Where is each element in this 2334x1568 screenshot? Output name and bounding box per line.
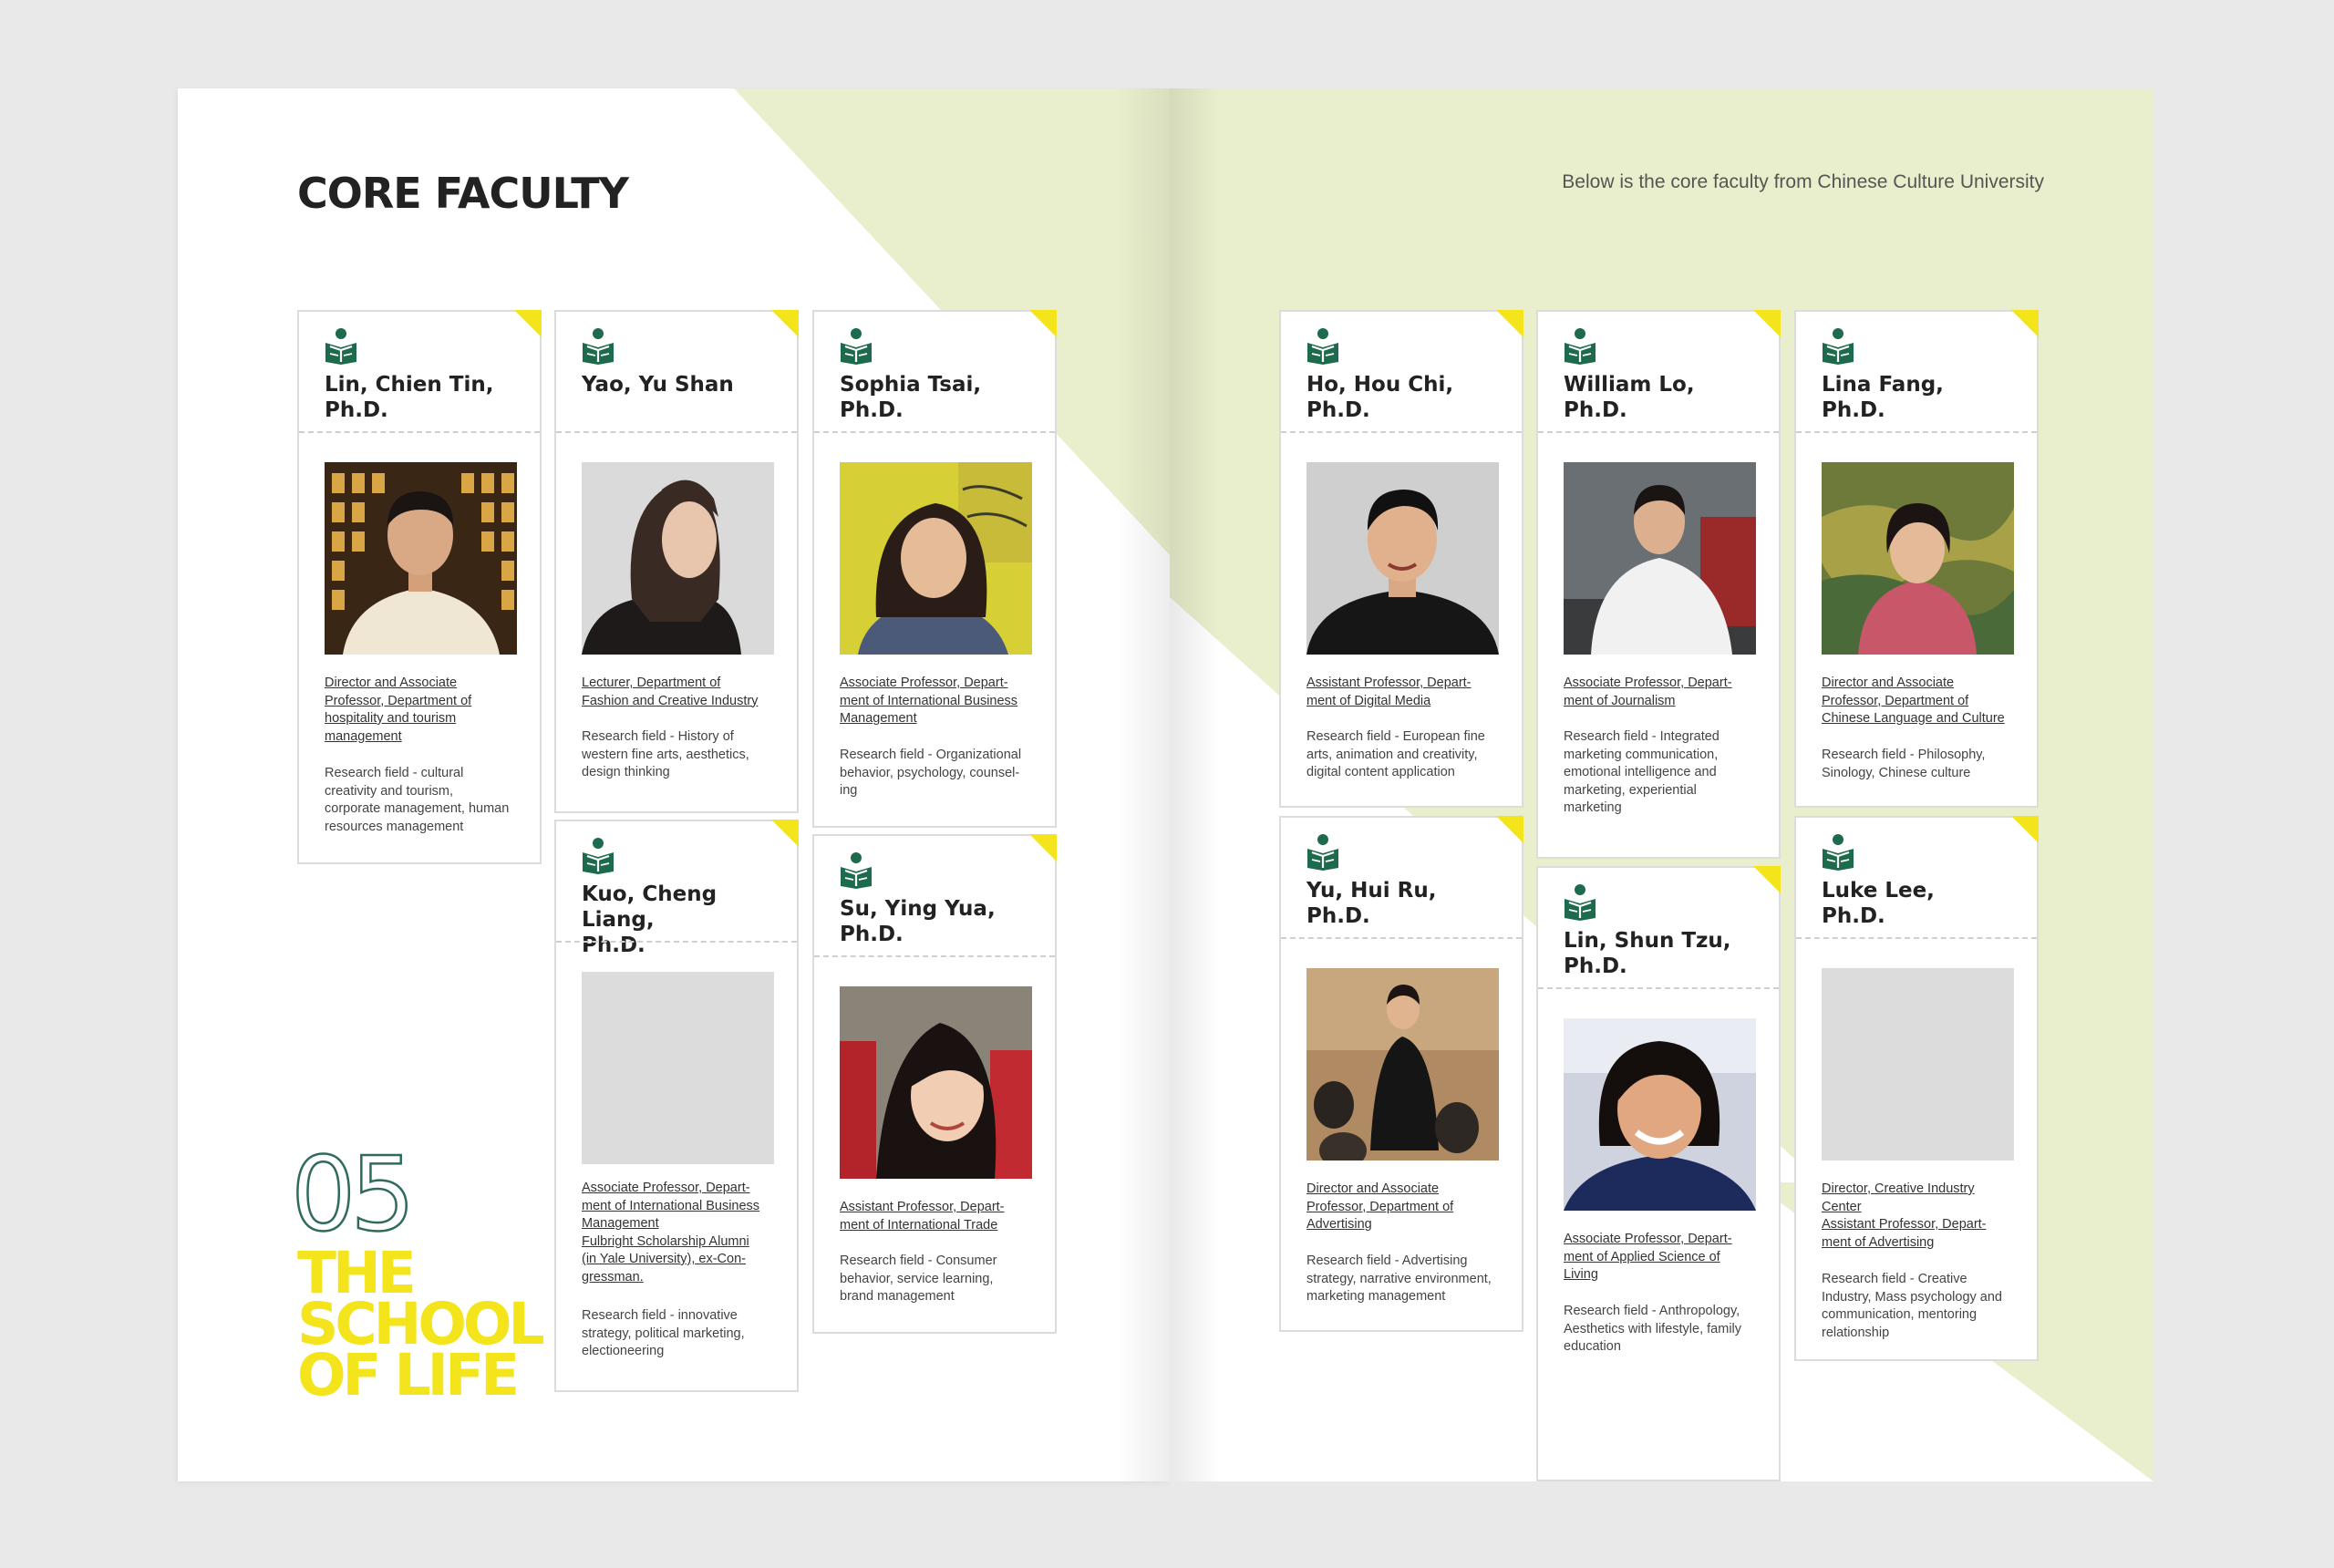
faculty-photo-placeholder bbox=[582, 972, 774, 1164]
corner-accent bbox=[2011, 310, 2039, 337]
dashed-divider bbox=[1538, 987, 1779, 989]
corner-accent bbox=[514, 310, 542, 337]
faculty-photo bbox=[325, 462, 517, 655]
corner-accent bbox=[771, 820, 799, 847]
corner-accent bbox=[1496, 816, 1523, 843]
faculty-card bbox=[812, 834, 1057, 1334]
faculty-research: Research field - History of western fine arts, aesthetics, design thinking bbox=[582, 729, 749, 779]
faculty-position: Assistant Professor, Depart- ment of International Trade bbox=[840, 1200, 1005, 1233]
faculty-person-icon bbox=[323, 327, 359, 366]
faculty-person-icon bbox=[1305, 327, 1341, 366]
dashed-divider bbox=[1538, 431, 1779, 433]
page-title: CORE FACULTY bbox=[297, 169, 628, 218]
faculty-photo-placeholder bbox=[1822, 968, 2014, 1161]
faculty-photo bbox=[1822, 462, 2014, 655]
corner-accent bbox=[2011, 816, 2039, 843]
faculty-name: Kuo, Cheng Liang, Ph.D. bbox=[582, 882, 718, 957]
dashed-divider bbox=[299, 431, 540, 433]
faculty-position: Associate Professor, Depart- ment of Applied Science of Living bbox=[1564, 1232, 1732, 1282]
faculty-photo bbox=[1564, 1018, 1756, 1211]
corner-accent bbox=[1029, 834, 1057, 861]
faculty-person-icon bbox=[1820, 327, 1856, 366]
faculty-card bbox=[1279, 310, 1523, 808]
corner-accent bbox=[1753, 866, 1781, 893]
faculty-research: Research field - cultural creativity and tourism, corporate management, human resources management bbox=[325, 766, 510, 834]
faculty-name: Lin, Shun Tzu, Ph.D. bbox=[1564, 929, 1731, 978]
faculty-person-icon bbox=[1562, 883, 1598, 922]
faculty-card bbox=[297, 310, 542, 864]
corner-accent bbox=[771, 310, 799, 337]
faculty-name: William Lo, Ph.D. bbox=[1564, 373, 1695, 422]
faculty-name: Lin, Chien Tin, Ph.D. bbox=[325, 373, 494, 422]
faculty-card bbox=[1536, 310, 1781, 859]
section-name: THE SCHOOL OF LIFE bbox=[297, 1240, 542, 1408]
faculty-card bbox=[1536, 866, 1781, 1481]
corner-accent bbox=[1496, 310, 1523, 337]
dashed-divider bbox=[556, 431, 797, 433]
faculty-photo bbox=[582, 462, 774, 655]
left-page bbox=[178, 88, 1170, 1481]
faculty-research: Research field - Integrated marketing communication, emotional intelligence and marketing, experiential marketing bbox=[1564, 729, 1720, 815]
faculty-position: Director and Associate Professor, Department of Chinese Language and Culture bbox=[1822, 676, 2005, 726]
faculty-research: Research field - Organizational behavior, psychology, counsel- ing bbox=[840, 748, 1022, 798]
faculty-card bbox=[1279, 816, 1523, 1332]
faculty-research: Research field - European fine arts, animation and creativity, digital content application bbox=[1306, 729, 1485, 779]
dashed-divider bbox=[556, 941, 797, 943]
faculty-position: Associate Professor, Depart- ment of Journalism bbox=[1564, 676, 1732, 708]
faculty-name: Su, Ying Yua, Ph.D. bbox=[840, 897, 996, 946]
intro-text: Below is the core faculty from Chinese Culture University bbox=[1562, 171, 2044, 192]
faculty-person-icon bbox=[1305, 833, 1341, 872]
faculty-research: Research field - Philosophy, Sinology, Chinese culture bbox=[1822, 748, 1986, 780]
faculty-name: Sophia Tsai, Ph.D. bbox=[840, 373, 982, 422]
faculty-photo bbox=[1564, 462, 1756, 655]
dashed-divider bbox=[1796, 431, 2037, 433]
faculty-card bbox=[812, 310, 1057, 828]
faculty-name: Luke Lee, Ph.D. bbox=[1822, 879, 1935, 928]
faculty-research: Research field - innovative strategy, political marketing, electioneering bbox=[582, 1308, 745, 1358]
faculty-person-icon bbox=[838, 327, 874, 366]
svg-text:05: 05 bbox=[291, 1140, 410, 1241]
faculty-position: Director, Creative Industry Center Assistant Professor, Depart- ment of Advertising bbox=[1822, 1181, 1987, 1250]
faculty-position: Lecturer, Department of Fashion and Creative Industry bbox=[582, 676, 759, 708]
faculty-research: Research field - Anthropology, Aesthetics with lifestyle, family education bbox=[1564, 1304, 1742, 1354]
faculty-position: Director and Associate Professor, Department of Advertising bbox=[1306, 1181, 1454, 1232]
faculty-position: Assistant Professor, Depart- ment of Digital Media bbox=[1306, 676, 1472, 708]
dashed-divider bbox=[814, 431, 1055, 433]
faculty-research: Research field - Creative Industry, Mass psychology and communication, mentoring relationship bbox=[1822, 1272, 2002, 1340]
dashed-divider bbox=[1796, 937, 2037, 939]
faculty-name: Ho, Hou Chi, Ph.D. bbox=[1306, 373, 1454, 422]
faculty-position: Associate Professor, Depart- ment of International Business Management Fulbright Scholarship Alumni (in Yale University), ex-Con- gressman. bbox=[582, 1181, 760, 1284]
dashed-divider bbox=[1281, 431, 1522, 433]
faculty-card bbox=[554, 310, 799, 813]
faculty-photo bbox=[1306, 462, 1499, 655]
right-page bbox=[1170, 88, 2153, 1481]
dashed-divider bbox=[1281, 937, 1522, 939]
faculty-person-icon bbox=[580, 327, 616, 366]
faculty-name: Yao, Yu Shan bbox=[582, 373, 734, 397]
faculty-card bbox=[554, 820, 799, 1392]
faculty-person-icon bbox=[1820, 833, 1856, 872]
faculty-person-icon bbox=[1562, 327, 1598, 366]
faculty-research: Research field - Advertising strategy, narrative environment, marketing management bbox=[1306, 1253, 1492, 1304]
corner-accent bbox=[1753, 310, 1781, 337]
section-number bbox=[291, 1140, 418, 1241]
faculty-card bbox=[1794, 310, 2039, 808]
brochure-spread bbox=[178, 88, 2153, 1481]
faculty-card bbox=[1794, 816, 2039, 1361]
faculty-position: Associate Professor, Depart- ment of International Business Management bbox=[840, 676, 1018, 726]
faculty-research: Research field - Consumer behavior, service learning, brand management bbox=[840, 1253, 997, 1304]
corner-accent bbox=[1029, 310, 1057, 337]
faculty-photo bbox=[840, 462, 1032, 655]
faculty-photo bbox=[1306, 968, 1499, 1161]
faculty-name: Lina Fang, Ph.D. bbox=[1822, 373, 1944, 422]
faculty-person-icon bbox=[838, 851, 874, 890]
faculty-person-icon bbox=[580, 837, 616, 875]
faculty-name: Yu, Hui Ru, Ph.D. bbox=[1306, 879, 1437, 928]
faculty-photo bbox=[840, 986, 1032, 1179]
faculty-position: Director and Associate Professor, Department of hospitality and tourism management bbox=[325, 676, 472, 744]
dashed-divider bbox=[814, 955, 1055, 957]
